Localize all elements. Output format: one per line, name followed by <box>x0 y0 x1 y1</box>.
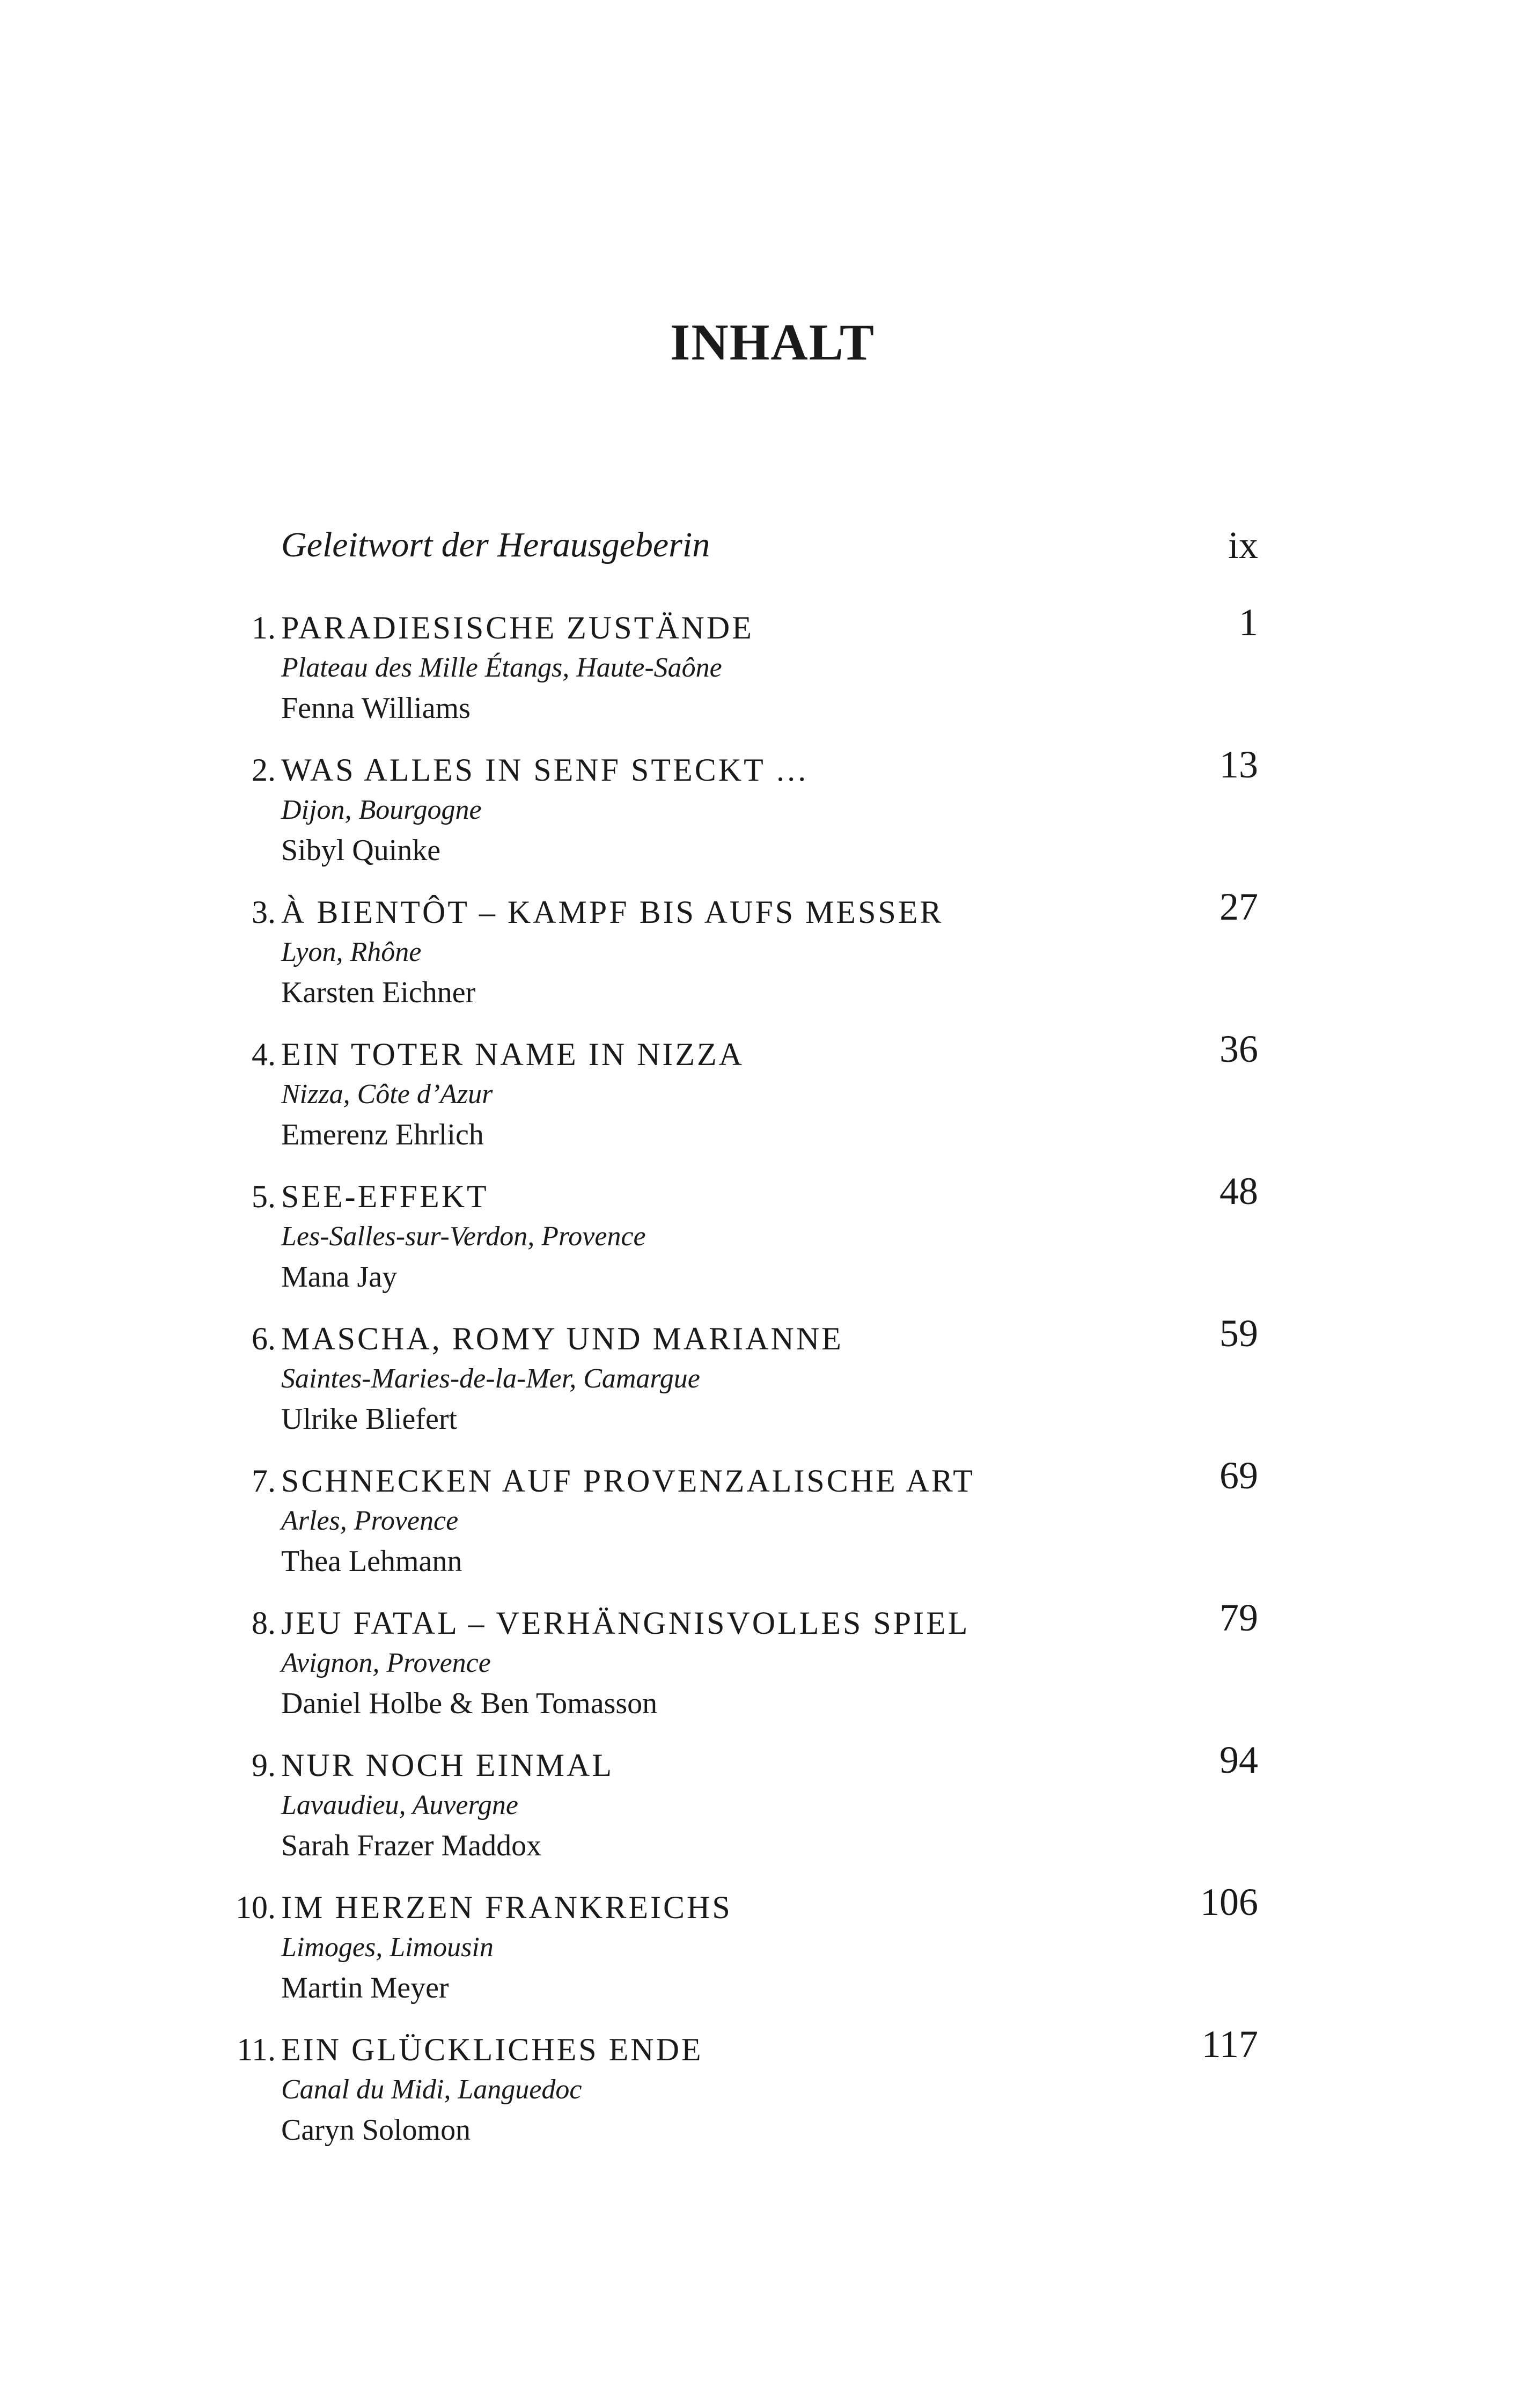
entry-title: JEU FATAL – VERHÄNGNISVOLLES SPIEL <box>281 1605 970 1641</box>
toc-entry[interactable] <box>0 1738 1521 1873</box>
entry-number: 7. <box>252 1463 276 1499</box>
entry-location: Canal du Midi, Languedoc <box>281 2074 582 2105</box>
entry-page-number: 1 <box>1239 601 1258 644</box>
toc-intro[interactable] <box>0 524 1521 567</box>
toc-entry[interactable] <box>0 1170 1521 1304</box>
entry-location: Plateau des Mille Étangs, Haute-Saône <box>281 652 722 683</box>
entry-number: 2. <box>252 752 276 788</box>
entry-location: Arles, Provence <box>281 1506 459 1536</box>
toc-entry[interactable] <box>0 1027 1521 1162</box>
entry-author: Karsten Eichner <box>281 976 476 1009</box>
entry-location: Dijon, Bourgogne <box>281 795 482 825</box>
entry-location: Avignon, Provence <box>281 1648 491 1678</box>
entry-location: Lyon, Rhône <box>281 937 422 967</box>
intro-page-number: ix <box>1228 524 1258 567</box>
toc-entry[interactable] <box>0 2023 1521 2157</box>
toc-entry[interactable] <box>0 885 1521 1019</box>
entry-page-number: 27 <box>1219 885 1258 928</box>
entry-page-number: 106 <box>1200 1881 1258 1924</box>
entry-page-number: 117 <box>1201 2023 1258 2066</box>
entry-location: Les-Salles-sur-Verdon, Provence <box>281 1221 646 1252</box>
toc-entry[interactable] <box>0 743 1521 877</box>
page-title: INHALT <box>670 313 875 371</box>
toc-entry[interactable] <box>0 1596 1521 1730</box>
toc-entry[interactable] <box>0 1312 1521 1446</box>
entry-title: SEE-EFFEKT <box>281 1179 489 1214</box>
entry-number: 6. <box>252 1321 276 1356</box>
entry-page-number: 59 <box>1219 1312 1258 1355</box>
toc-entry[interactable] <box>0 1454 1521 1588</box>
entry-title: SCHNECKEN AUF PROVENZALISCHE ART <box>281 1463 975 1499</box>
entry-author: Sibyl Quinke <box>281 834 441 867</box>
entry-number: 1. <box>252 610 276 645</box>
entry-title: À BIENTÔT – KAMPF BIS AUFS MESSER <box>281 894 944 930</box>
entry-title: MASCHA, ROMY UND MARIANNE <box>281 1321 843 1356</box>
entry-number: 10. <box>236 1890 276 1925</box>
entry-number: 11. <box>237 2032 276 2067</box>
entry-number: 3. <box>252 894 276 930</box>
entry-page-number: 79 <box>1219 1596 1258 1639</box>
entry-title: PARADIESISCHE ZUSTÄNDE <box>281 610 754 645</box>
entry-location: Limoges, Limousin <box>281 1932 494 1963</box>
entry-number: 8. <box>252 1605 276 1641</box>
entry-author: Daniel Holbe & Ben Tomasson <box>281 1687 658 1720</box>
entry-title: EIN TOTER NAME IN NIZZA <box>281 1037 745 1072</box>
entry-number: 9. <box>252 1748 276 1783</box>
entry-title: IM HERZEN FRANKREICHS <box>281 1890 732 1925</box>
entry-title: EIN GLÜCKLICHES ENDE <box>281 2032 703 2067</box>
entry-author: Mana Jay <box>281 1260 398 1294</box>
entry-page-number: 48 <box>1219 1170 1258 1213</box>
entry-author: Emerenz Ehrlich <box>281 1118 484 1151</box>
entry-author: Ulrike Bliefert <box>281 1403 458 1436</box>
entry-number: 5. <box>252 1179 276 1214</box>
entry-number: 4. <box>252 1037 276 1072</box>
toc-entry[interactable] <box>0 601 1521 735</box>
toc-entry[interactable] <box>0 1881 1521 2015</box>
entry-title: NUR NOCH EINMAL <box>281 1748 614 1783</box>
entry-page-number: 69 <box>1219 1454 1258 1497</box>
entry-title: WAS ALLES IN SENF STECKT … <box>281 752 810 788</box>
intro-label: Geleitwort der Herausgeberin <box>281 525 710 564</box>
entry-author: Fenna Williams <box>281 692 471 725</box>
entry-author: Caryn Solomon <box>281 2113 471 2147</box>
entry-author: Martin Meyer <box>281 1971 449 2005</box>
entry-page-number: 13 <box>1219 743 1258 786</box>
entry-page-number: 94 <box>1219 1738 1258 1781</box>
entry-location: Lavaudieu, Auvergne <box>281 1790 518 1820</box>
entry-location: Nizza, Côte d’Azur <box>281 1079 493 1110</box>
entry-author: Thea Lehmann <box>281 1545 462 1578</box>
entry-location: Saintes-Maries-de-la-Mer, Camargue <box>281 1363 700 1394</box>
entry-page-number: 36 <box>1219 1027 1258 1070</box>
entry-author: Sarah Frazer Maddox <box>281 1829 542 1862</box>
